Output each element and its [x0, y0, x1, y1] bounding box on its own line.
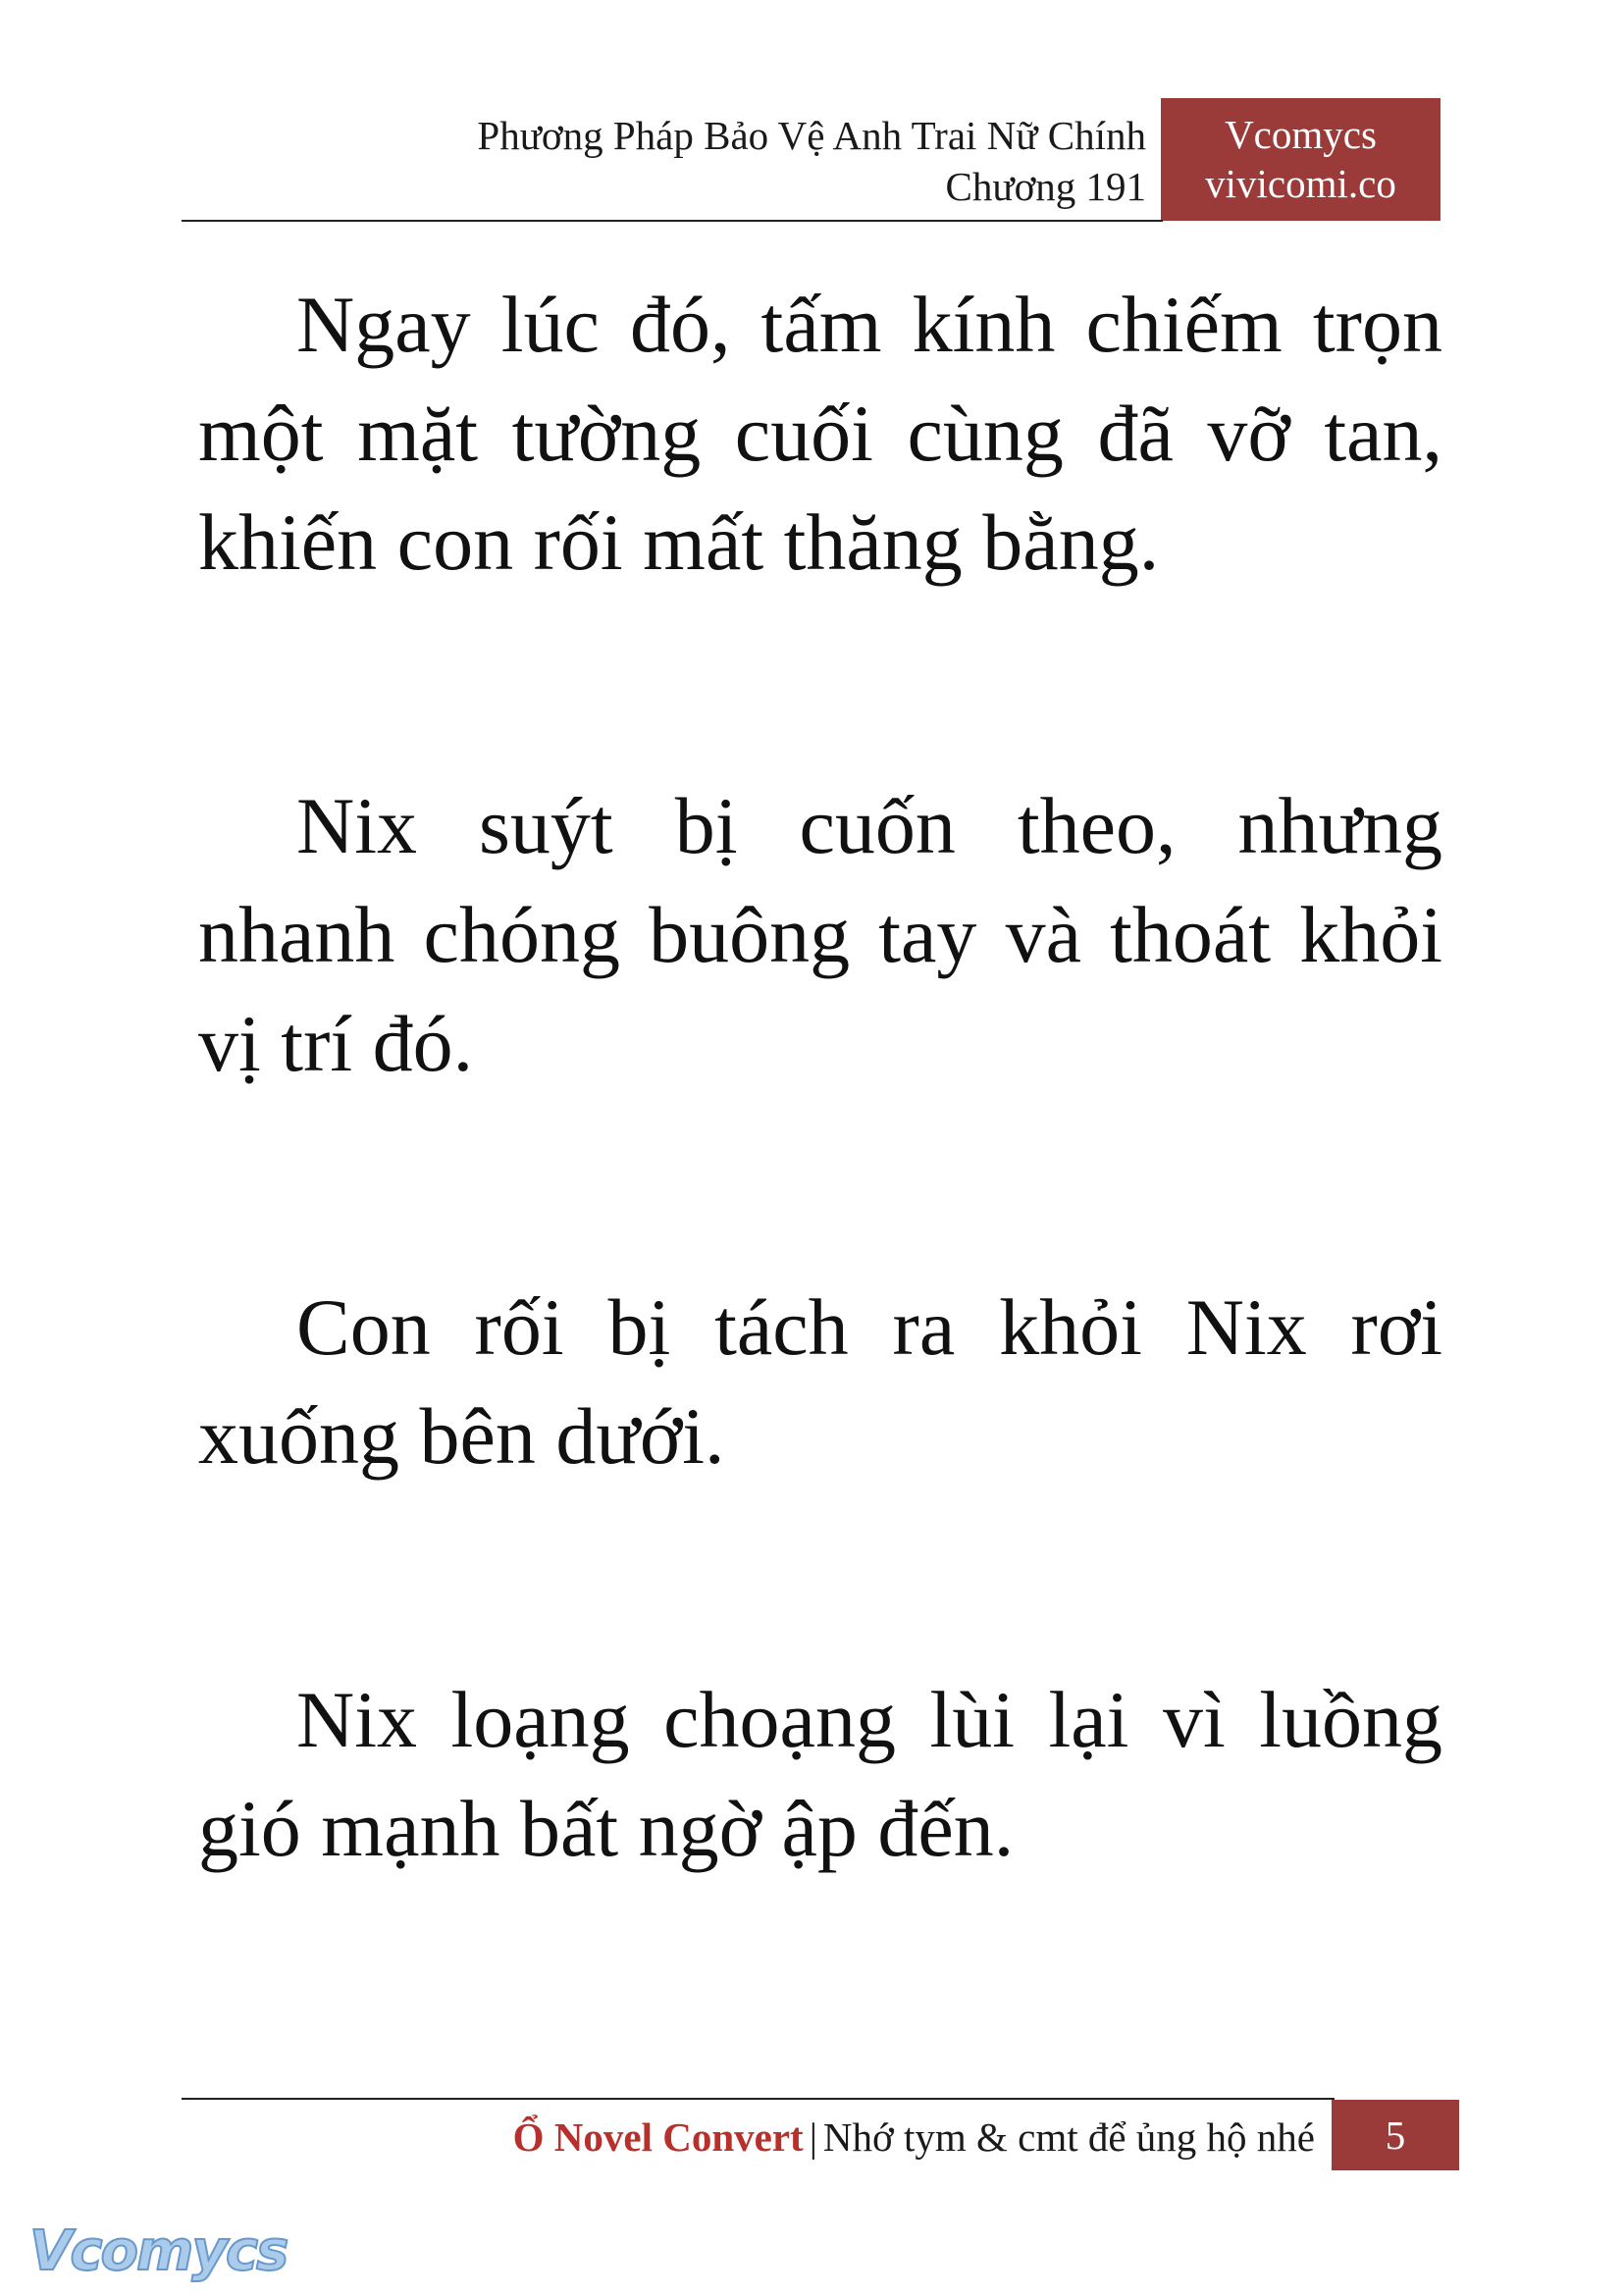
paragraph: Nix suýt bị cuốn theo, nhưng nhanh chóng buông tay và thoát khỏi vị trí đó. [198, 781, 1442, 1088]
footer-text [513, 2108, 1315, 2166]
footer-divider [182, 2098, 1335, 2100]
header-text [477, 110, 1146, 212]
watermark-logo: Vcomycs [29, 2219, 288, 2283]
chapter-label: Chương 191 [945, 164, 1146, 209]
book-title: Phương Pháp Bảo Vệ Anh Trai Nữ Chính [477, 113, 1146, 158]
header-badge [1161, 98, 1441, 221]
footer-separator: | [809, 2114, 817, 2160]
badge-site-url: vivicomi.co [1205, 161, 1396, 206]
page-number: 5 [1332, 2100, 1459, 2170]
footer-brand: Ổ Novel Convert [512, 2114, 804, 2160]
header-divider [182, 220, 1163, 222]
paragraph: Ngay lúc đó, tấm kính chiếm trọn một mặt tường cuối cùng đã vỡ tan, khiến con rối mất thăng bằng. [198, 280, 1442, 587]
footer-message: Nhớ tym & cmt để ủng hộ nhé [822, 2114, 1315, 2160]
page-header [182, 98, 1441, 221]
chapter-content [198, 270, 1442, 2058]
paragraph: Con rối bị tách ra khỏi Nix rơi xuống bên dưới. [198, 1282, 1442, 1481]
paragraph: Nix loạng choạng lùi lại vì luồng gió mạnh bất ngờ ập đến. [198, 1675, 1442, 1873]
badge-site-name: Vcomycs [1225, 112, 1377, 157]
